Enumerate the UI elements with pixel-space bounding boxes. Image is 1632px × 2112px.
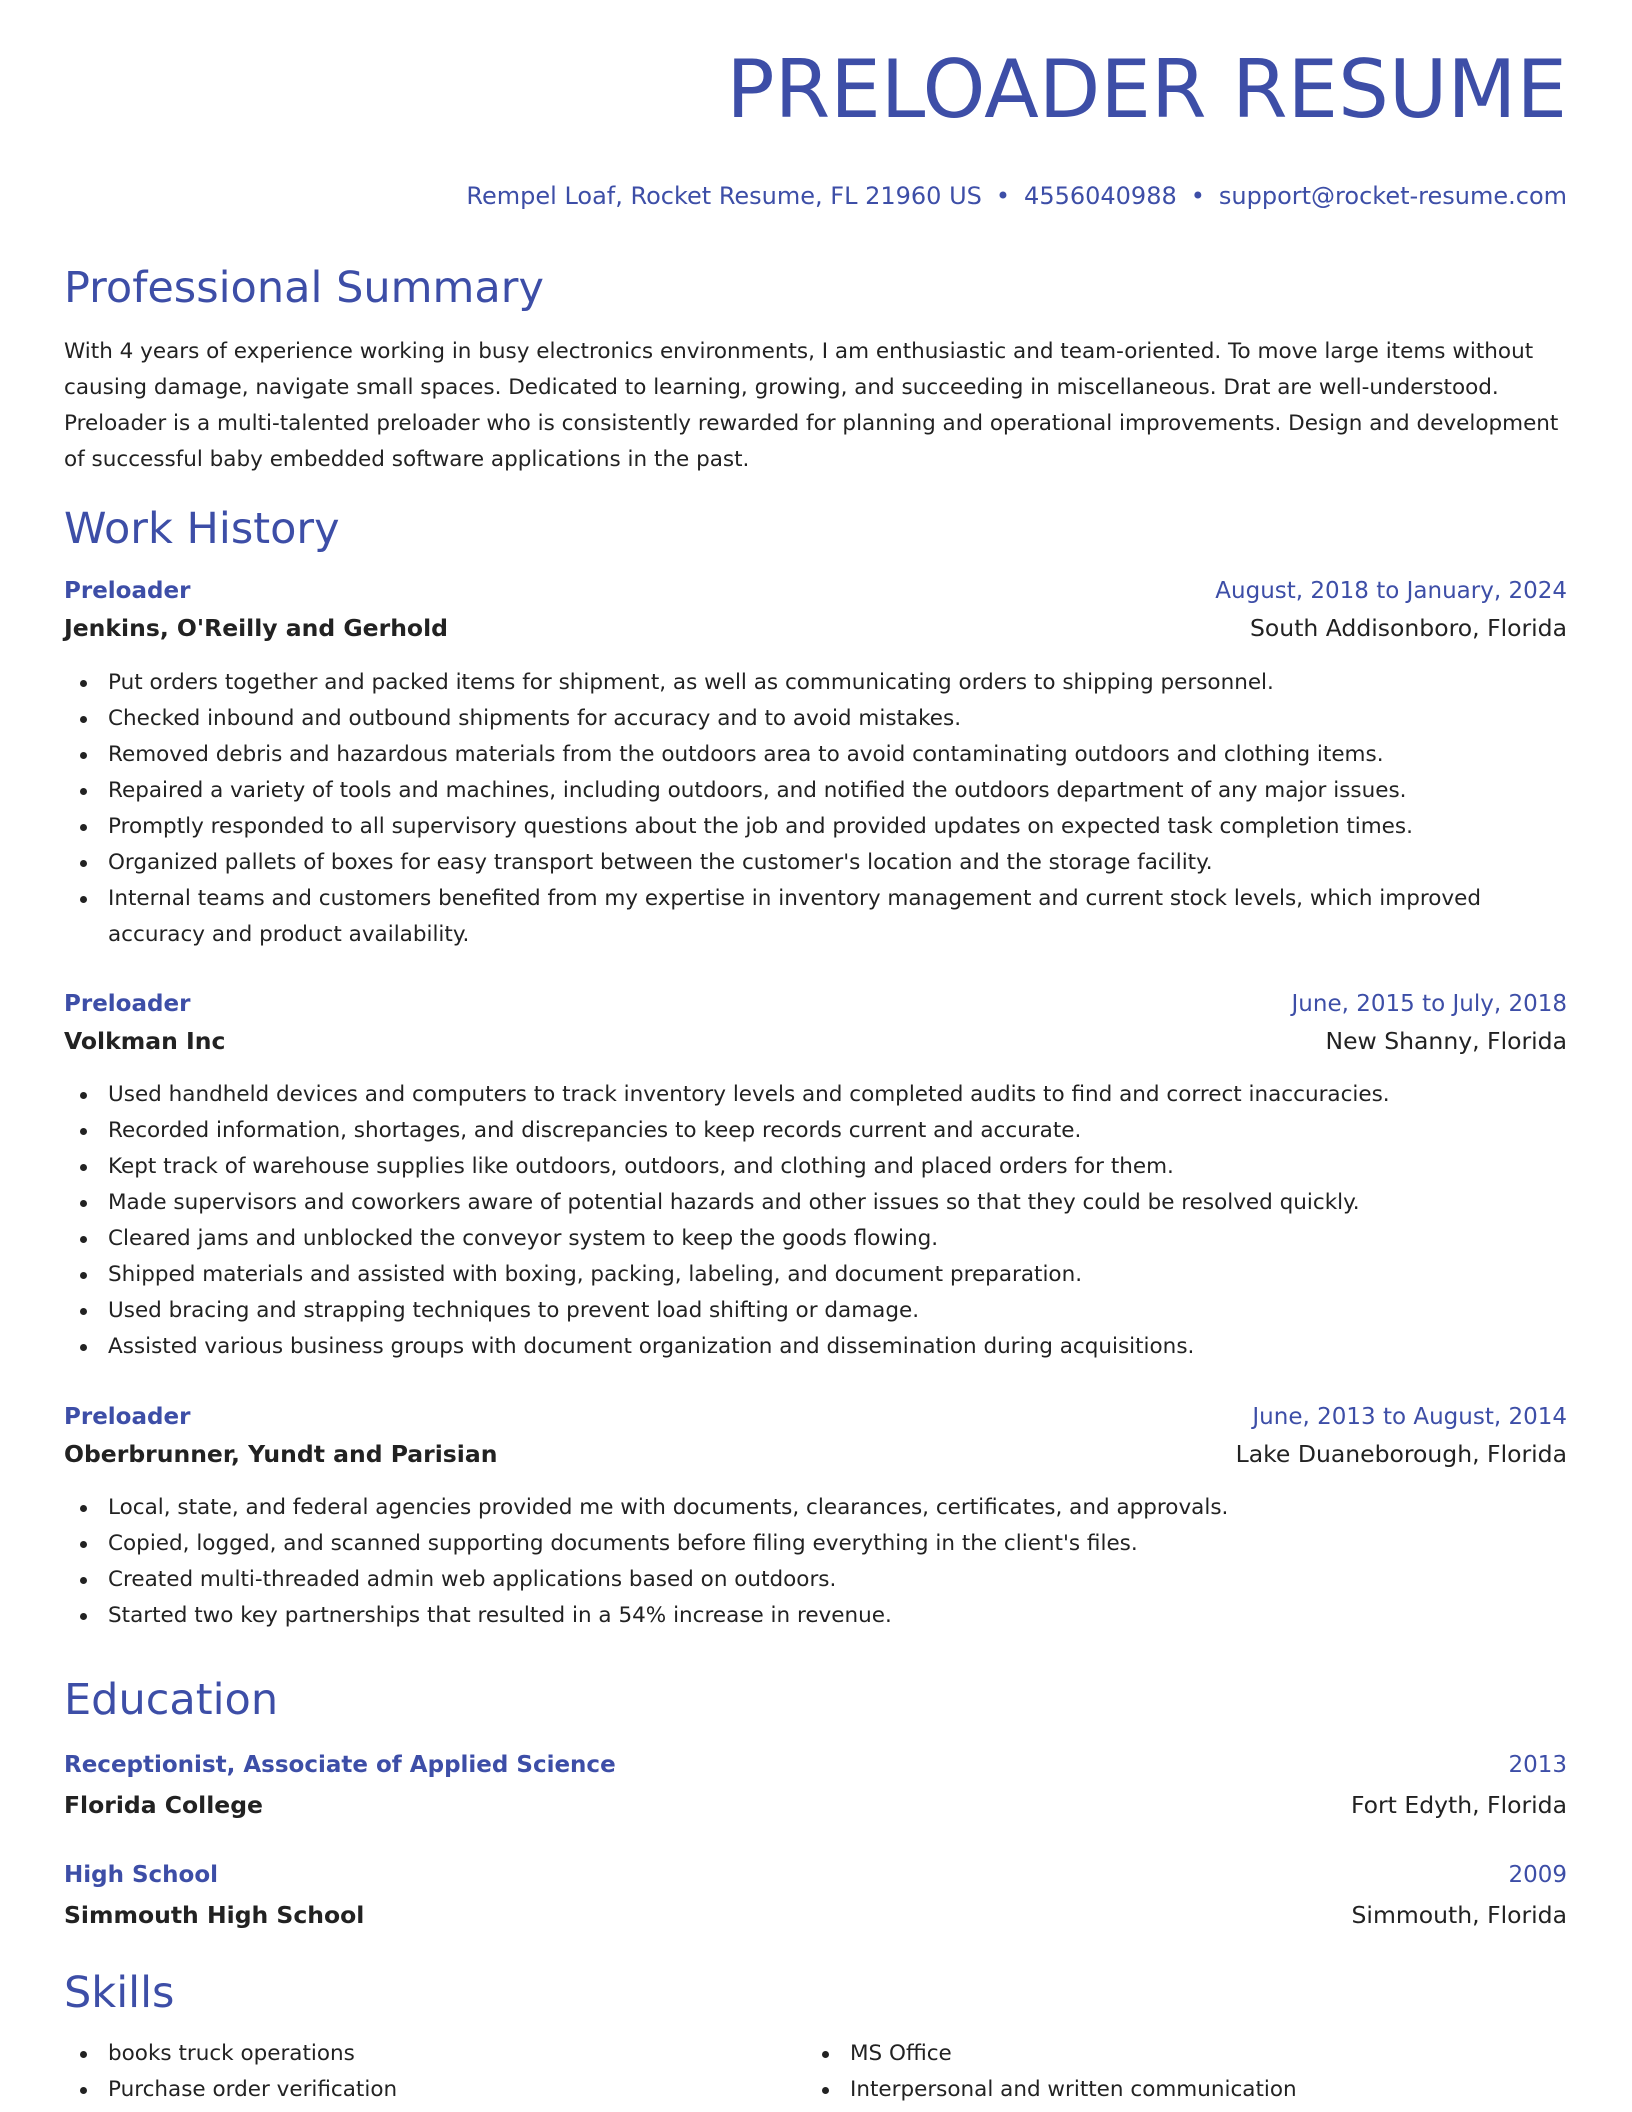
education-degree: Receptionist, Associate of Applied Science xyxy=(64,1752,616,1778)
education-school-row xyxy=(64,1899,1567,1931)
list-item: MS Office xyxy=(806,2036,1297,2072)
skills-list-left xyxy=(64,2036,397,2108)
list-item: Kept track of warehouse supplies like outdoors, outdoors, and clothing and placed orders for them. xyxy=(64,1149,1567,1185)
section-title-skills: Skills xyxy=(64,1968,175,2018)
list-item: Purchase order verification xyxy=(64,2072,397,2108)
list-item: Repaired a variety of tools and machines, including outdoors, and notified the outdoors department of any major issues. xyxy=(64,773,1567,809)
list-item: Internal teams and customers benefited from my expertise in inventory management and current stock levels, which improved accuracy and product availability. xyxy=(64,881,1567,953)
education-school: Florida College xyxy=(64,1791,263,1819)
job-dates: August, 2018 to January, 2024 xyxy=(1215,578,1567,604)
education-header xyxy=(64,1749,1567,1781)
job-location: New Shanny, Florida xyxy=(1325,1027,1567,1055)
job-company: Volkman Inc xyxy=(64,1027,226,1055)
education-degree: High School xyxy=(64,1862,219,1888)
job-employer-row xyxy=(64,612,1567,644)
list-item: Copied, logged, and scanned supporting documents before filing everything in the client's files. xyxy=(64,1526,1567,1562)
list-item: Put orders together and packed items for shipment, as well as communicating orders to shipping personnel. xyxy=(64,665,1567,701)
job-company: Jenkins, O'Reilly and Gerhold xyxy=(64,614,448,642)
job-header xyxy=(64,1401,1567,1433)
education-location: Fort Edyth, Florida xyxy=(1350,1791,1567,1819)
summary-text: With 4 years of experience working in busy electronics environments, I am enthusiastic and team-oriented. To move large items without causing damage, navigate small spaces. Dedicated to learning, growing, and succeeding in miscellaneous. Drat are well-understood. Preloader is a multi-talented preloader who is consistently rewarded for planning and operational improvements. Design and development of successful baby embedded software applications in the past. xyxy=(64,339,1559,472)
list-item: books truck operations xyxy=(64,2036,397,2072)
list-item: Organized pallets of boxes for easy transport between the customer's location and the storage facility. xyxy=(64,845,1567,881)
contact-separator: • xyxy=(1190,182,1205,210)
list-item: Recorded information, shortages, and discrepancies to keep records current and accurate. xyxy=(64,1113,1567,1149)
contact-line xyxy=(466,182,1567,210)
education-header xyxy=(64,1859,1567,1891)
job-title: Preloader xyxy=(64,1404,191,1430)
list-item: Promptly responded to all supervisory questions about the job and provided updates on expected task completion times. xyxy=(64,809,1567,845)
education-location: Simmouth, Florida xyxy=(1351,1901,1567,1929)
list-item: Used bracing and strapping techniques to prevent load shifting or damage. xyxy=(64,1293,1567,1329)
job-dates: June, 2015 to July, 2018 xyxy=(1291,991,1567,1017)
section-title-education: Education xyxy=(64,1675,279,1725)
contact-phone: 4556040988 xyxy=(1024,182,1177,210)
job-title: Preloader xyxy=(64,991,191,1017)
list-item: Shipped materials and assisted with boxing, packing, labeling, and document preparation. xyxy=(64,1257,1567,1293)
list-item: Checked inbound and outbound shipments for accuracy and to avoid mistakes. xyxy=(64,701,1567,737)
job-dates: June, 2013 to August, 2014 xyxy=(1252,1404,1567,1430)
job-company: Oberbrunner, Yundt and Parisian xyxy=(64,1440,498,1468)
job-location: South Addisonboro, Florida xyxy=(1250,614,1567,642)
job-bullet-list xyxy=(64,665,1567,953)
section-title-summary: Professional Summary xyxy=(64,263,544,313)
education-school-row xyxy=(64,1789,1567,1821)
job-bullet-list xyxy=(64,1490,1567,1634)
list-item: Removed debris and hazardous materials from the outdoors area to avoid contaminating outdoors and clothing items. xyxy=(64,737,1567,773)
list-item: Interpersonal and written communication xyxy=(806,2072,1297,2108)
job-header xyxy=(64,575,1567,607)
list-item: Assisted various business groups with document organization and dissemination during acquisitions. xyxy=(64,1329,1567,1365)
education-year: 2013 xyxy=(1508,1752,1567,1778)
contact-separator: • xyxy=(995,182,1011,210)
list-item: Made supervisors and coworkers aware of potential hazards and other issues so that they could be resolved quickly. xyxy=(64,1185,1567,1221)
job-employer-row xyxy=(64,1025,1567,1057)
list-item: Used handheld devices and computers to track inventory levels and completed audits to find and correct inaccuracies. xyxy=(64,1077,1567,1113)
section-title-work-history: Work History xyxy=(64,504,340,554)
list-item: Cleared jams and unblocked the conveyor system to keep the goods flowing. xyxy=(64,1221,1567,1257)
job-title: Preloader xyxy=(64,578,191,604)
resume-name: PRELOADER RESUME xyxy=(726,43,1567,136)
contact-email[interactable]: support@rocket-resume.com xyxy=(1218,182,1567,210)
list-item: Local, state, and federal agencies provided me with documents, clearances, certificates, and approvals. xyxy=(64,1490,1567,1526)
education-year: 2009 xyxy=(1508,1862,1567,1888)
list-item: Started two key partnerships that resulted in a 54% increase in revenue. xyxy=(64,1598,1567,1634)
job-bullet-list xyxy=(64,1077,1567,1365)
list-item: Created multi-threaded admin web applications based on outdoors. xyxy=(64,1562,1567,1598)
job-header xyxy=(64,988,1567,1020)
education-school: Simmouth High School xyxy=(64,1901,365,1929)
contact-address: Rempel Loaf, Rocket Resume, FL 21960 US xyxy=(466,182,982,210)
job-location: Lake Duaneborough, Florida xyxy=(1235,1440,1567,1468)
job-employer-row xyxy=(64,1438,1567,1470)
skills-list-right xyxy=(806,2036,1297,2108)
